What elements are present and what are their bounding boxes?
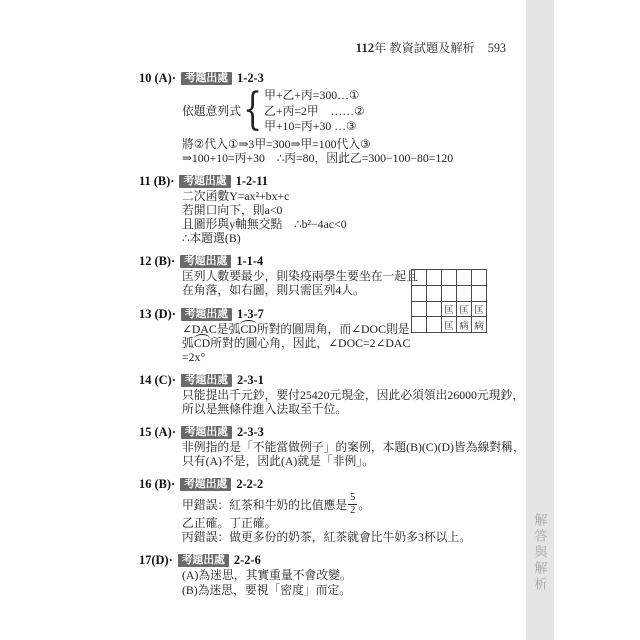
item-body [139, 388, 531, 416]
grid-cell [442, 270, 457, 286]
solution-line: 所以是無條件進入法取至千位。 [182, 401, 348, 416]
solution-item-16 [139, 477, 531, 544]
source-code: 2-2-2 [236, 477, 264, 492]
source-code: 1-2-11 [235, 173, 269, 188]
solution-line: (A)為迷思，其實重量不會改變。 [182, 568, 352, 583]
grid-cell: 匡 [442, 301, 457, 317]
source-badge: 考題出處 [181, 308, 232, 321]
grid-row [412, 285, 487, 301]
source-badge: 考題出處 [180, 478, 231, 491]
text-segment: 所對的圓心角，因此，∠DOC=2∠DAC [210, 335, 411, 350]
source-code: 2-3-3 [237, 425, 264, 439]
grid-cell [427, 285, 442, 301]
text-segment: ∠DAC是弧 [182, 321, 241, 336]
item-body [139, 568, 531, 596]
item-body [139, 440, 531, 468]
solution-line: 匡列人數要最少，則染疫兩學生要坐在一起且 [182, 269, 418, 284]
grid-cell [412, 270, 427, 286]
grid-cell [472, 285, 487, 301]
item-body [139, 189, 531, 245]
solution-line: =2x° [182, 349, 206, 364]
equation-line: 甲+10=丙+30 …③ [264, 119, 357, 134]
equation-lines [264, 88, 365, 135]
solution-line: 且圖形與y軸無交點 ∴b²−4ac<0 [182, 217, 347, 232]
grid-cell [472, 270, 487, 286]
source-badge: 考題出處 [179, 175, 230, 188]
header-year: 112 [355, 41, 375, 55]
item-number: 12 (B)· [139, 254, 176, 269]
solution-line [182, 336, 531, 350]
grid-cell: 匡 [442, 317, 457, 333]
grid-cell [427, 301, 442, 317]
solution-item-10 [139, 71, 531, 165]
solution-line: ∴本題選(B) [182, 231, 241, 246]
solution-line: 只有(A)不是，因此(A)就是「非例」。 [182, 454, 375, 469]
item-head [139, 174, 531, 189]
solution-line: ⇒100+10=丙+30 ∴丙=80，因此乙=300−100−80=120 [182, 150, 454, 165]
source-code: 1-2-3 [237, 71, 264, 85]
equation-system [182, 88, 531, 135]
item-number: 13 (D)· [139, 306, 176, 321]
text-segment: 所對的圓周角，而∠DOC則是 [256, 321, 410, 336]
item-number: 10 (A)· [139, 71, 176, 85]
equation-line: 甲+乙+丙=300…① [264, 88, 360, 102]
item-head [139, 425, 531, 440]
solution-line: 只能提出千元鈔，要付25420元現金，因此必須領出26000元現鈔， [182, 387, 525, 402]
source-badge: 考題出處 [181, 426, 232, 439]
solution-line: 丙錯誤：做更多份的奶茶，紅茶就會比牛奶多3杯以上。 [182, 530, 472, 545]
arc-cd: CD [240, 321, 257, 336]
seating-grid [411, 269, 487, 333]
fraction-denominator: 2 [350, 505, 356, 517]
grid-cell: 匡 [472, 301, 487, 317]
solution-item-15 [139, 425, 531, 468]
solution-line: 二次函數Y=ax²+bx+c [182, 188, 290, 203]
solution-line [182, 492, 531, 516]
fraction-numerator: 5 [350, 492, 356, 504]
solution-item-14 [139, 373, 531, 416]
solution-item-17 [139, 553, 531, 596]
grid-cell [457, 270, 472, 286]
grid-cell [412, 285, 427, 301]
solutions-list [139, 71, 531, 606]
text-segment: 。 [358, 498, 371, 513]
grid-row [412, 270, 487, 286]
source-badge: 考題出處 [180, 255, 231, 268]
grid-cell: 病 [472, 317, 487, 333]
grid-cell [427, 270, 442, 286]
answer-analysis-label: 解答與解析 [532, 513, 548, 593]
source-code: 2-2-6 [233, 553, 261, 568]
header-title: 年 教資試題及解析 [374, 41, 475, 55]
grid-cell [442, 285, 457, 301]
grid-cell: 病 [457, 317, 472, 333]
grid-cell: 匡 [457, 301, 472, 317]
solution-item-11 [139, 174, 531, 245]
solution-line: 在角落，如右圖，則只需匡列4人。 [182, 283, 365, 298]
page-number: 593 [487, 41, 506, 55]
item-body [139, 492, 531, 544]
grid-cell [427, 317, 442, 333]
source-code: 1-1-4 [236, 254, 264, 269]
grid-cell [457, 285, 472, 301]
item-head [139, 553, 531, 568]
left-brace [243, 90, 262, 134]
item-head [139, 254, 531, 269]
grid-cell [412, 317, 427, 333]
solution-line: 將②代入①⇒3甲=300⇒甲=100代入③ [182, 136, 371, 151]
text-segment: 甲錯誤：紅茶和牛奶的比值應是 [182, 498, 348, 513]
item-number: 14 (C)· [139, 372, 176, 387]
grid-row [412, 301, 487, 317]
fraction-five-halves [348, 492, 357, 516]
item-head [139, 373, 531, 388]
grid-row [412, 317, 487, 333]
item-number: 17(D)· [139, 553, 173, 568]
source-code: 2-3-1 [237, 372, 264, 387]
solution-line: 非例指的是「不能當做例子」的案例，本題(B)(C)(D)皆為線對稱， [182, 440, 525, 454]
equation-line: 乙+丙=2甲 ……② [264, 103, 365, 118]
item-head [139, 477, 531, 492]
solution-line: 若開口向下，則a<0 [182, 203, 283, 218]
solution-line: 乙正確。丁正確。 [182, 516, 277, 531]
item-number: 15 (A)· [139, 425, 176, 439]
item-number: 11 (B)· [139, 173, 175, 188]
solution-line: (B)為迷思，要視「密度」而定。 [182, 582, 352, 597]
item-number: 16 (B)· [139, 477, 176, 492]
grid-cell [412, 301, 427, 317]
page-header [0, 39, 506, 56]
item-head [139, 71, 531, 86]
arc-cd: CD [193, 335, 211, 350]
equation-label: 依題意列式 [182, 104, 241, 119]
source-code: 1-3-7 [237, 306, 264, 321]
source-badge: 考題出處 [178, 554, 229, 567]
item-body [139, 88, 531, 165]
text-segment: 弧 [182, 335, 194, 350]
source-badge: 考題出處 [181, 72, 232, 85]
source-badge: 考題出處 [181, 374, 232, 387]
